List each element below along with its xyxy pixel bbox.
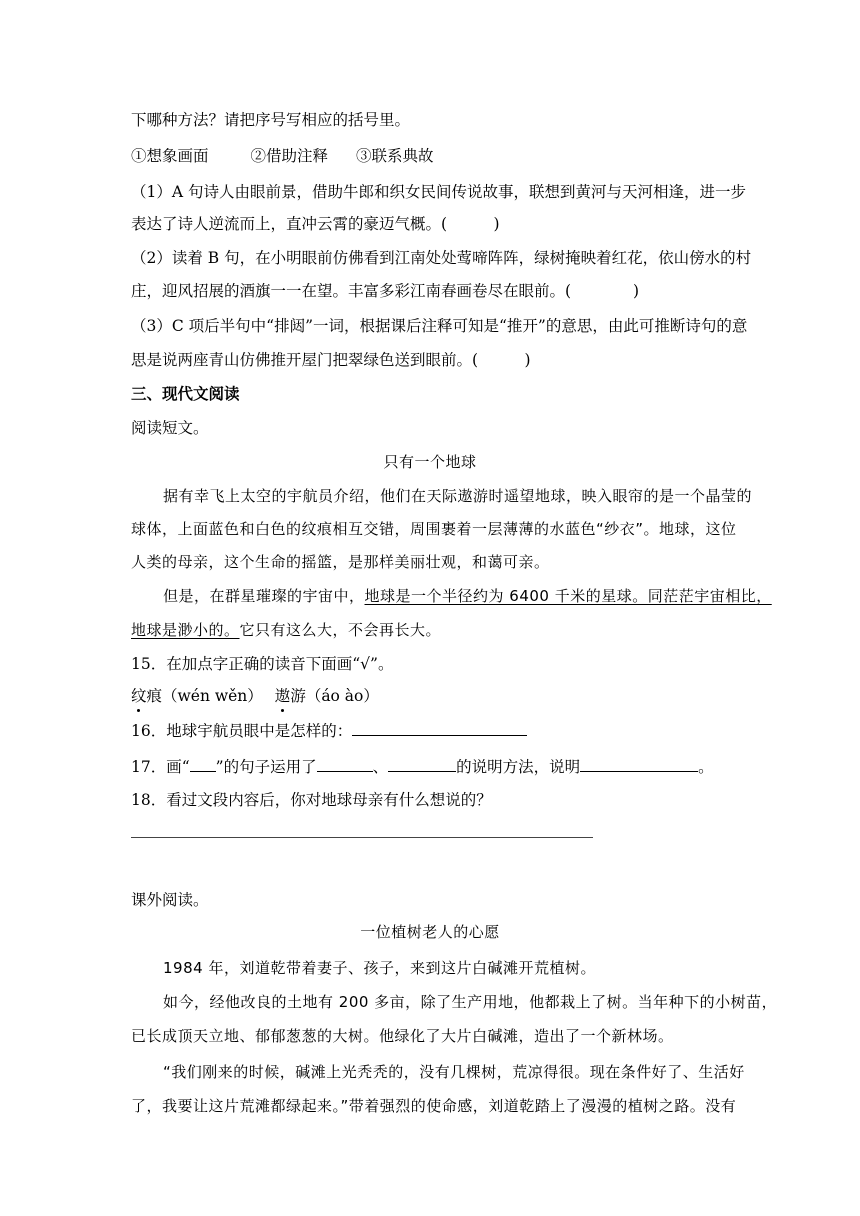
passage-2-para-2-line-2: 已长成顶天立地、郁郁葱葱的大树。他绿化了大片白碱滩，造出了一个新林场。 (131, 1027, 674, 1045)
passage-1-para-1-line-3: 人类的母亲，这个生命的摇篮，是那样美丽壮观，和蔼可亲。 (131, 553, 550, 571)
item-2-line-2: 庄，迎风招展的酒旗一一在望。丰富多彩江南春画卷尽在眼前。( ) (131, 282, 640, 300)
question-16-text: 16．地球宇航员眼中是怎样的： (131, 722, 353, 740)
passage-2-para-3-line-1: “我们刚来的时候，碱滩上光秃秃的，没有几棵树，荒凉得很。现在条件好了、生活好 (163, 1063, 745, 1081)
question-15: 15．在加点字正确的读音下面画“√”。 (131, 655, 394, 673)
passage-2-para-3-line-2: 了，我要让这片荒滩都绿起来。”带着强烈的使命感，刘道乾踏上了漫漫的植树之路。没有 (131, 1097, 737, 1115)
answer-blank[interactable] (317, 757, 373, 772)
passage-text: 但是，在群星璀璨的宇宙中， (163, 587, 365, 605)
passage-text: 它只有这么大，不会再长大。 (239, 621, 442, 639)
option-imagine: ①想象画面 (131, 147, 209, 165)
word-pinyin: 游（áo ào） (290, 687, 379, 705)
word-pinyin: 痕（wén wěn） (146, 687, 263, 705)
question-18: 18．看过文段内容后，你对地球母亲有什么想说的？ (131, 791, 492, 809)
item-2-line-1: （2）读着 B 句，在小明眼前仿佛看到江南处处莺啼阵阵，绿树掩映着红花，依山傍水的村 (131, 249, 752, 267)
passage-1-para-2-line-2 (131, 620, 729, 640)
passage-1-para-2-line-1 (131, 586, 772, 606)
answer-blank[interactable] (352, 721, 527, 736)
question-intro: 下哪种方法？请把序号写相应的括号里。 (131, 111, 411, 129)
answer-blank[interactable] (388, 757, 456, 772)
method-options (131, 146, 729, 166)
question-text: 的说明方法，说明 (456, 758, 581, 776)
answer-blank[interactable] (580, 757, 698, 772)
question-15-words (131, 686, 729, 706)
question-16 (131, 721, 729, 741)
option-allusion: ③联系典故 (356, 147, 434, 165)
option-notes: ②借助注释 (250, 147, 329, 165)
extra-reading-intro: 课外阅读。 (131, 891, 209, 909)
read-intro: 阅读短文。 (131, 419, 209, 437)
item-3-line-2: 思是说两座青山仿佛推开屋门把翠绿色送到眼前。( ) (131, 351, 531, 369)
passage-1-para-1-line-1: 据有幸飞上太空的宇航员介绍，他们在天际遨游时遥望地球，映入眼帘的是一个晶莹的 (163, 487, 753, 505)
question-17 (131, 757, 729, 777)
passage-2-title: 一位植树老人的心愿 (360, 923, 500, 941)
passage-2-para-1: 1984 年，刘道乾带着妻子、孩子，来到这片白碱滩开荒植树。 (163, 959, 596, 977)
dotted-char: 纹 (131, 687, 147, 705)
dotted-char: 遨 (274, 687, 291, 705)
question-text: 。 (698, 758, 714, 776)
underline-sample (190, 757, 216, 772)
passage-2-para-2-line-1: 如今，经他改良的土地有 200 多亩，除了生产用地，他都栽上了树。当年种下的小树苗， (163, 993, 778, 1011)
passage-1-para-1-line-2: 球体，上面蓝色和白色的纹痕相互交错，周围裹着一层薄薄的水蓝色“纱衣”。地球，这位 (131, 520, 737, 538)
section-3-heading: 三、现代文阅读 (131, 384, 240, 403)
passage-1-title: 只有一个地球 (383, 453, 477, 471)
question-text: 、 (372, 758, 389, 776)
answer-line[interactable] (131, 837, 593, 838)
question-text: ”的句子运用了 (215, 758, 317, 776)
underlined-sentence: 地球是渺小的。 (131, 621, 240, 639)
item-3-line-1: （3）C 项后半句中“排闼”一词，根据课后注释可知是“推开”的意思，由此可推断诗句的意 (131, 317, 748, 335)
question-text: 17．画“ (131, 758, 190, 776)
item-1-line-2: 表达了诗人逆流而上，直冲云霄的豪迈气概。( ) (131, 215, 500, 233)
underlined-sentence: 地球是一个半径约为 6400 千米的星球。同茫茫宇宙相比， (364, 587, 772, 605)
item-1-line-1: （1）A 句诗人由眼前景，借助牛郎和织女民间传说故事，联想到黄河与天河相逢，进一步 (131, 183, 746, 201)
